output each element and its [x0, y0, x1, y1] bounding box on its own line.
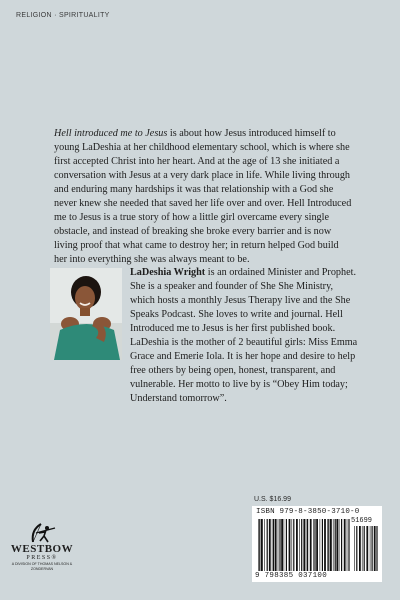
barcode-bar	[327, 519, 328, 571]
barcode-bar	[374, 526, 376, 571]
publisher-logo	[10, 522, 74, 584]
barcode-bar	[279, 519, 280, 571]
barcode-bar	[269, 519, 271, 571]
isbn-text: ISBN 979-8-3850-3710-0	[256, 508, 360, 516]
barcode-bar	[303, 519, 305, 571]
publisher-name: WESTBOW	[10, 543, 74, 555]
author-photo	[50, 268, 122, 360]
book-title-italic: Hell introduced me to Jesus	[54, 128, 168, 139]
barcode-bar	[267, 519, 268, 571]
barcode-bar	[354, 526, 355, 571]
barcode-bar	[306, 519, 307, 571]
barcode-bar	[273, 519, 274, 571]
barcode-bar	[292, 519, 293, 571]
barcode-bar	[307, 519, 308, 571]
category-label: RELIGION · SPIRITUALITY	[16, 12, 110, 19]
barcode-bar	[289, 519, 291, 571]
barcode-bar	[348, 519, 349, 571]
author-bio-text: is an ordained Minister and Prophet. She is a speaker and founder of She She Ministry, which hosts a monthly Jesus Therapy live and the She Speaks Podcast. She loves to write and journal. Hell Introduced me to Jesus is her first published book. LaDeshia is the mother of 2 beautiful girls: Miss Emma Grace and Emerie Iola. It is her hope and desire to help free others by being open, honest, transparent, and vulnerable. Her motto to live by is “Obey Him today; Understand tomorrow”.	[130, 267, 358, 404]
barcode-bar	[272, 519, 273, 571]
barcode-bar	[313, 519, 314, 571]
barcode-bar	[347, 519, 348, 571]
description-text: is about how Jesus introduced himself to young LaDeshia at her childhood elementary school, which is where she first accepted Christ into her heart. And at the age of 13 she initiated a conversation with Jesus at a very dark place in life. While living through and enduring many hardships it was that relationship with a God she never knew she needed that saved her life over and over. Hell Introduced me to Jesus is a true story of how a little girl overcame every single obstacle, and instead of breaking she broke every barrier and is now living proof that what came to destroy her; in return helped God build her into everything she was always meant to be.	[54, 128, 352, 265]
barcode-bar	[296, 519, 298, 571]
barcode-area	[252, 506, 382, 582]
barcode-bar	[366, 526, 368, 571]
barcode-bar	[336, 519, 338, 571]
barcode-bar	[259, 519, 260, 571]
barcode-bar	[344, 519, 346, 571]
barcode-bar	[341, 519, 342, 571]
barcode-bar	[322, 519, 323, 571]
barcode-bar	[293, 519, 294, 571]
barcode-bar	[328, 519, 329, 571]
barcode-bar	[359, 526, 361, 571]
ean-barcode-bars	[258, 519, 350, 571]
barcode-bar	[320, 519, 321, 571]
barcode-bar	[258, 519, 259, 571]
barcode-bar	[370, 526, 371, 571]
barcode-bar	[275, 519, 277, 571]
barcode-bar	[330, 519, 332, 571]
barcode-bar	[339, 519, 340, 571]
book-description	[54, 127, 354, 267]
author-bio	[130, 266, 360, 406]
barcode-bar	[299, 519, 300, 571]
barcode-bar	[364, 526, 365, 571]
barcode-bar	[278, 519, 279, 571]
publisher-division: A DIVISION OF THOMAS NELSON & ZONDERVAN	[11, 562, 73, 571]
barcode-bar	[281, 519, 283, 571]
barcode-bar	[314, 519, 315, 571]
ean-digits: 9 798385 037100	[255, 572, 328, 580]
addon-barcode-bars	[354, 526, 378, 571]
author-portrait-image	[50, 268, 122, 360]
barcode-bar	[362, 526, 363, 571]
price-label: U.S. $16.99	[254, 496, 291, 503]
publisher-press: PRESS®	[26, 555, 58, 561]
barcode-bar	[286, 519, 287, 571]
barcode-bar	[356, 526, 357, 571]
barcode-bar	[301, 519, 302, 571]
author-name: LaDeshia Wright	[130, 267, 206, 278]
price-addon-digits: 51699	[351, 517, 373, 525]
barcode-bar	[335, 519, 336, 571]
barcode-bar	[333, 519, 334, 571]
barcode-bar	[284, 519, 285, 571]
barcode-bar	[376, 526, 377, 571]
barcode-bar	[316, 519, 318, 571]
barcode-bar	[264, 519, 265, 571]
barcode-bar	[324, 519, 326, 571]
barcode-bar	[377, 526, 378, 571]
barcode-bar	[310, 519, 312, 571]
barcode-bar	[261, 519, 263, 571]
barcode-bar	[372, 526, 373, 571]
bowman-icon	[27, 522, 57, 544]
